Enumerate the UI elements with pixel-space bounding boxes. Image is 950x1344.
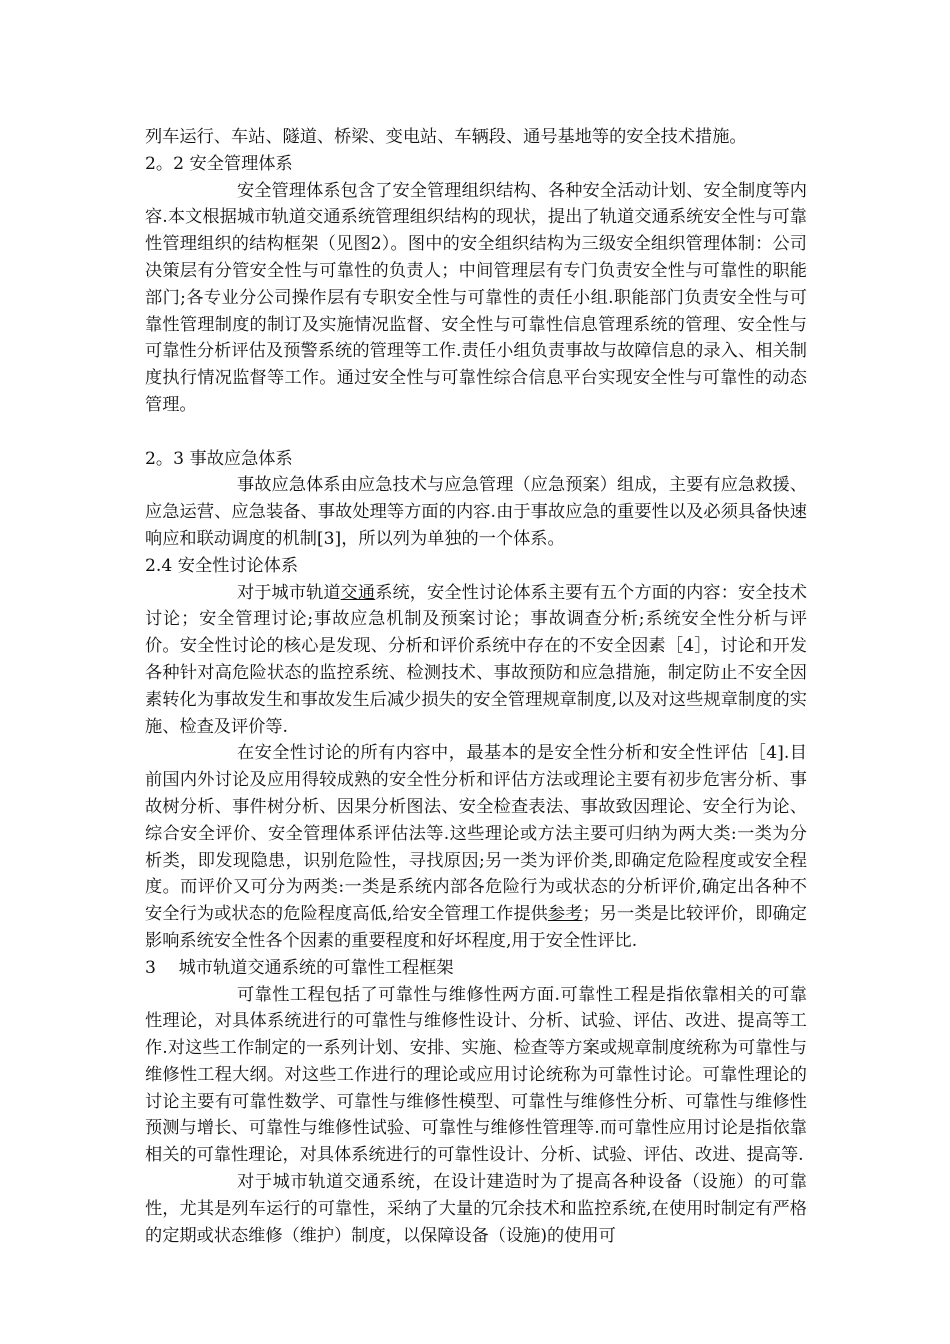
paragraph-safety-discussion bbox=[145, 580, 807, 741]
link-cankao[interactable]: 参考 bbox=[547, 904, 583, 925]
paragraph-reliability-engineering: 可靠性工程包括了可靠性与维修性两方面.可靠性工程是指依靠相关的可靠性理论，对具体系统进行的可靠性与维修性设计、分析、试验、评估、改进、提高等工作.对这些工作制定的一系列计划、安排、实施、检查等方案或规章制度统称为可靠性与维修性工程大纲。对这些工作进行的理论或应用讨论统称为可靠性讨论。可靠性理论的讨论主要有可靠性数学、可靠性与维修性模型、可靠性与维修性分析、可靠性与维修性预测与增长、可靠性与维修性试验、可靠性与维修性管理等.而可靠性应用讨论是指依靠相关的可靠性理论，对具体系统进行的可靠性设计、分析、试验、评估、改进、提高等. bbox=[145, 984, 807, 1166]
text-run: 系统，安全性讨论体系主要有五个方面的内容：安全技术讨论；安全管理讨论;事故应急机制及预案讨论；事故调查分析;系统安全性分析与评价。安全性讨论的核心是发现、分析和评价系统中存在的不安全因素［4］，讨论和开发各种针对高危险状态的监控系统、检测技术、事故预防和应急措施，制定防止不安全因素转化为事故发生和事故发生后减少损失的安全管理规章制度,以及对这些规章制度的实施、检查及评价等. bbox=[145, 582, 807, 737]
text-run: 在安全性讨论的所有内容中，最基本的是安全性分析和安全性评估［4].目前国内外讨论及应用得较成熟的安全性分析和评估方法或理论主要有初步危害分析、事故树分析、事件树分析、因果分析图法、安全检查表法、事故致因理论、安全行为论、综合安全评价、安全管理体系评估法等.这些理论或方法主要可归纳为两大类:一类为分析类，即发现隐患，识别危险性，寻找原因;另一类为评价类,即确定危险程度或安全程度。而评价又可分为两类:一类是系统内部各危险行为或状态的分析评价,确定出各种不安全行为或状态的危险程度高低,给安全管理工作提供 bbox=[145, 743, 807, 925]
blank-line bbox=[145, 419, 807, 446]
document-body bbox=[145, 124, 807, 1249]
paragraph-continued: 列车运行、车站、隧道、桥梁、变电站、车辆段、通号基地等的安全技术措施。 bbox=[145, 127, 747, 147]
section-heading-2-2: 2。2 安全管理体系 bbox=[145, 153, 293, 174]
paragraph-reliability-urban-rail: 对于城市轨道交通系统，在设计建造时为了提高各种设备（设施）的可靠性，尤其是列车运行的可靠性，采纳了大量的冗余技术和监控系统,在使用时制定有严格的定期或状态维修（维护）制度，以保障设备（设施)的使用可 bbox=[145, 1172, 807, 1246]
text-run: 对于城市轨道 bbox=[237, 582, 341, 603]
paragraph-safety-analysis bbox=[145, 740, 807, 954]
paragraph-safety-management: 安全管理体系包含了安全管理组织结构、各种安全活动计划、安全制度等内容.本文根据城市轨道交通系统管理组织结构的现状，提出了轨道交通系统安全性与可靠性管理组织的结构框架（见图2）。图中的安全组织结构为三级安全组织管理体制：公司决策层有分管安全性与可靠性的负责人；中间管理层有专门负责安全性与可靠性的职能部门;各专业分公司操作层有专职安全性与可靠性的责任小组.职能部门负责安全性与可靠性管理制度的制订及实施情况监督、安全性与可靠性信息管理系统的管理、安全性与可靠性分析评估及预警系统的管理等工作.责任小组负责事故与故障信息的录入、相关制度执行情况监督等工作。通过安全性与可靠性综合信息平台实现安全性与可靠性的动态管理。 bbox=[145, 180, 807, 415]
link-jiaotong[interactable]: 交通 bbox=[340, 582, 376, 603]
section-heading-2-4: 2.4 安全性讨论体系 bbox=[145, 555, 299, 576]
section-heading-3: 3 城市轨道交通系统的可靠性工程框架 bbox=[145, 957, 454, 978]
section-heading-2-3: 2。3 事故应急体系 bbox=[145, 448, 293, 469]
paragraph-emergency-system: 事故应急体系由应急技术与应急管理（应急预案）组成，主要有应急救援、应急运营、应急装备、事故处理等方面的内容.由于事故应急的重要性以及必须具备快速响应和联动调度的机制[3]，所以列为单独的一个体系。 bbox=[145, 475, 807, 549]
text-run: ；另一类是比较评价，即确定影响系统安全性各个因素的重要程度和好坏程度,用于安全性评比. bbox=[145, 904, 807, 951]
